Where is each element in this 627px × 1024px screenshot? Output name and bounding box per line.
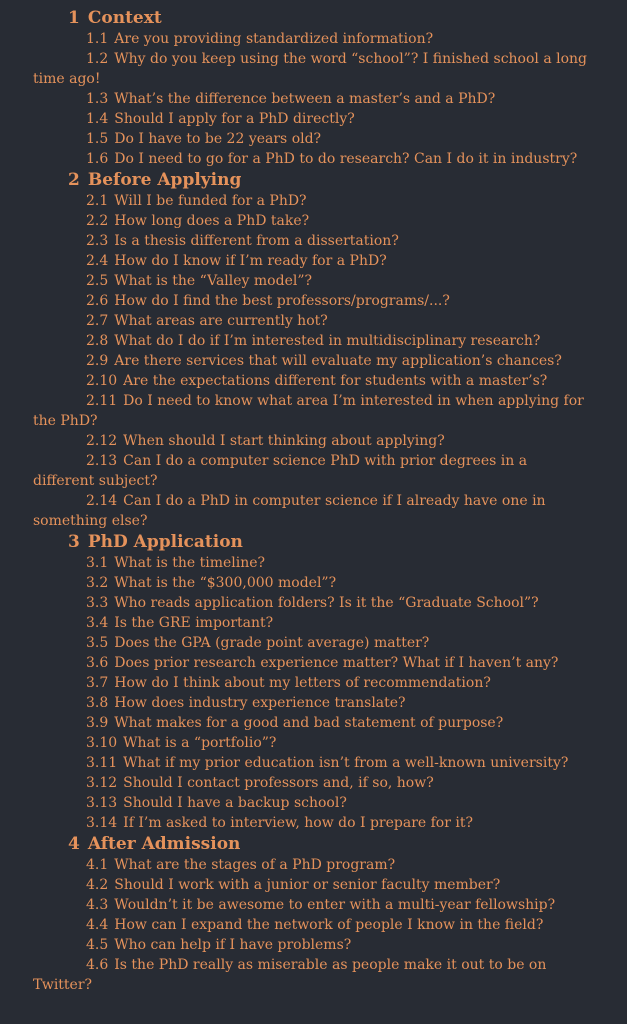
entry-text: How can I expand the network of people I know in the field? (114, 917, 544, 933)
entry-text: What is the “$300,000 model”? (114, 575, 337, 591)
entry-number: 3.7 (86, 675, 109, 691)
toc-entry-link[interactable] (33, 935, 627, 955)
entry-number: 1.3 (86, 91, 109, 107)
entry-number: 3.2 (86, 575, 109, 591)
toc-entry-link[interactable] (33, 311, 627, 331)
entry-text: What is the “Valley model”? (114, 273, 312, 289)
entry-text: Should I have a backup school? (123, 795, 347, 811)
entry-text: How long does a PhD take? (114, 213, 310, 229)
entry-text: Should I contact professors and, if so, how? (123, 775, 434, 791)
entry-text: Is the PhD really as miserable as people make it out to be on Twitter? (33, 957, 547, 993)
section-number: 1 (68, 8, 80, 28)
toc-entry-link[interactable] (33, 813, 627, 833)
toc-entry-link[interactable] (33, 291, 627, 311)
entry-number: 4.4 (86, 917, 109, 933)
entry-number: 2.4 (86, 253, 109, 269)
toc-entry-link[interactable] (33, 713, 627, 733)
entry-number: 2.8 (86, 333, 109, 349)
entry-text: Are there services that will evaluate my application’s chances? (114, 353, 562, 369)
entry-number: 1.6 (86, 151, 109, 167)
entry-text: Who can help if I have problems? (114, 937, 352, 953)
section-entries (0, 29, 627, 169)
toc-entry-link[interactable] (33, 855, 627, 875)
entry-number: 2.7 (86, 313, 109, 329)
toc-entry-link[interactable] (33, 271, 627, 291)
toc-entry-link[interactable] (33, 451, 627, 491)
toc-section (0, 7, 627, 169)
entry-number: 3.12 (86, 775, 118, 791)
entry-text: Are you providing standardized information? (114, 31, 434, 47)
toc-entry-link[interactable] (33, 129, 627, 149)
entry-text: When should I start thinking about applying? (123, 433, 445, 449)
toc-entry-link[interactable] (33, 733, 627, 753)
entry-text: Are the expectations different for students with a master’s? (123, 373, 548, 389)
entry-text: If I’m asked to interview, how do I prepare for it? (123, 815, 473, 831)
toc-entry-link[interactable] (33, 29, 627, 49)
toc-entry-link[interactable] (33, 653, 627, 673)
entry-text: What makes for a good and bad statement of purpose? (114, 715, 504, 731)
toc-entry-link[interactable] (33, 331, 627, 351)
toc-entry-link[interactable] (33, 613, 627, 633)
entry-number: 3.4 (86, 615, 109, 631)
entry-number: 2.11 (86, 393, 118, 409)
entry-number: 1.4 (86, 111, 109, 127)
entry-number: 1.2 (86, 51, 109, 67)
toc-entry-link[interactable] (33, 673, 627, 693)
entry-text: What’s the difference between a master’s and a PhD? (114, 91, 496, 107)
entry-text: Wouldn’t it be awesome to enter with a multi-year fellowship? (114, 897, 556, 913)
entry-text: Can I do a computer science PhD with prior degrees in a different subject? (33, 453, 528, 489)
entry-text: How do I think about my letters of recommendation? (114, 675, 491, 691)
toc-entry-link[interactable] (33, 553, 627, 573)
toc-entry-link[interactable] (33, 391, 627, 431)
section-number: 2 (68, 170, 80, 190)
entry-number: 3.13 (86, 795, 118, 811)
entry-number: 4.3 (86, 897, 109, 913)
toc-entry-link[interactable] (33, 431, 627, 451)
entry-number: 2.2 (86, 213, 109, 229)
section-title: Context (87, 8, 162, 28)
toc-entry-link[interactable] (33, 371, 627, 391)
section-number: 3 (68, 532, 80, 552)
toc-entry-link[interactable] (33, 955, 627, 995)
entry-number: 4.5 (86, 937, 109, 953)
toc-entry-link[interactable] (33, 211, 627, 231)
entry-text: Does prior research experience matter? What if I haven’t any? (114, 655, 559, 671)
toc-entry-link[interactable] (33, 49, 627, 89)
entry-number: 4.1 (86, 857, 109, 873)
entry-text: Who reads application folders? Is it the “Graduate School”? (114, 595, 539, 611)
toc-entry-link[interactable] (33, 915, 627, 935)
entry-text: How do I know if I’m ready for a PhD? (114, 253, 387, 269)
toc-entry-link[interactable] (33, 633, 627, 653)
entry-text: Is the GRE important? (114, 615, 274, 631)
entry-text: What do I do if I’m interested in multidisciplinary research? (114, 333, 541, 349)
toc-entry-link[interactable] (33, 491, 627, 531)
section-title: PhD Application (87, 532, 243, 552)
entry-text: Is a thesis different from a dissertation? (114, 233, 399, 249)
entry-number: 2.9 (86, 353, 109, 369)
toc-entry-link[interactable] (33, 231, 627, 251)
entry-text: What areas are currently hot? (114, 313, 328, 329)
entry-number: 3.3 (86, 595, 109, 611)
section-number: 4 (68, 834, 80, 854)
entry-number: 3.14 (86, 815, 118, 831)
entry-text: What is the timeline? (114, 555, 266, 571)
entry-text: What if my prior education isn’t from a well-known university? (123, 755, 569, 771)
section-title: After Admission (87, 834, 241, 854)
section-heading-link[interactable] (0, 531, 627, 553)
entry-text: What are the stages of a PhD program? (114, 857, 396, 873)
entry-text: Should I apply for a PhD directly? (114, 111, 355, 127)
entry-text: Will I be funded for a PhD? (114, 193, 307, 209)
toc-entry-link[interactable] (33, 593, 627, 613)
entry-text: Should I work with a junior or senior faculty member? (114, 877, 501, 893)
entry-number: 3.5 (86, 635, 109, 651)
toc-entry-link[interactable] (33, 773, 627, 793)
entry-number: 2.12 (86, 433, 118, 449)
entry-number: 1.5 (86, 131, 109, 147)
entry-number: 4.6 (86, 957, 109, 973)
section-heading-link[interactable] (0, 169, 627, 191)
toc-entry-link[interactable] (33, 753, 627, 773)
toc-section (0, 531, 627, 833)
section-title: Before Applying (87, 170, 242, 190)
toc-entry-link[interactable] (33, 251, 627, 271)
section-heading-link[interactable] (0, 7, 627, 29)
toc-entry-link[interactable] (33, 89, 627, 109)
entry-text: How does industry experience translate? (114, 695, 406, 711)
section-heading-link[interactable] (0, 833, 627, 855)
entry-text: Do I need to know what area I’m interested in when applying for the PhD? (33, 393, 584, 429)
entry-number: 2.14 (86, 493, 118, 509)
toc-entry-link[interactable] (33, 693, 627, 713)
entry-text: Why do you keep using the word “school”? I finished school a long time ago! (33, 51, 588, 87)
entry-number: 2.10 (86, 373, 118, 389)
toc-entry-link[interactable] (33, 895, 627, 915)
entry-number: 3.6 (86, 655, 109, 671)
section-entries (0, 855, 627, 995)
entry-text: What is a “portfolio”? (123, 735, 277, 751)
entry-number: 3.8 (86, 695, 109, 711)
entry-number: 3.9 (86, 715, 109, 731)
toc-section (0, 169, 627, 531)
toc-entry-link[interactable] (33, 573, 627, 593)
entry-number: 2.6 (86, 293, 109, 309)
entry-number: 3.1 (86, 555, 109, 571)
entry-number: 2.5 (86, 273, 109, 289)
entry-number: 4.2 (86, 877, 109, 893)
entry-number: 2.3 (86, 233, 109, 249)
entry-number: 1.1 (86, 31, 109, 47)
entry-text: Do I need to go for a PhD to do research? Can I do it in industry? (114, 151, 578, 167)
toc-section (0, 833, 627, 995)
section-entries (0, 191, 627, 531)
section-entries (0, 553, 627, 833)
entry-text: Can I do a PhD in computer science if I already have one in something else? (33, 493, 546, 529)
entry-text: How do I find the best professors/programs/...? (114, 293, 450, 309)
entry-number: 3.10 (86, 735, 118, 751)
entry-number: 2.1 (86, 193, 109, 209)
entry-number: 2.13 (86, 453, 118, 469)
toc-entry-link[interactable] (33, 149, 627, 169)
toc-entry-link[interactable] (33, 109, 627, 129)
toc-entry-link[interactable] (33, 191, 627, 211)
entry-text: Do I have to be 22 years old? (114, 131, 322, 147)
entry-number: 3.11 (86, 755, 118, 771)
entry-text: Does the GPA (grade point average) matter? (114, 635, 430, 651)
toc-entry-link[interactable] (33, 351, 627, 371)
toc-entry-link[interactable] (33, 793, 627, 813)
toc-entry-link[interactable] (33, 875, 627, 895)
